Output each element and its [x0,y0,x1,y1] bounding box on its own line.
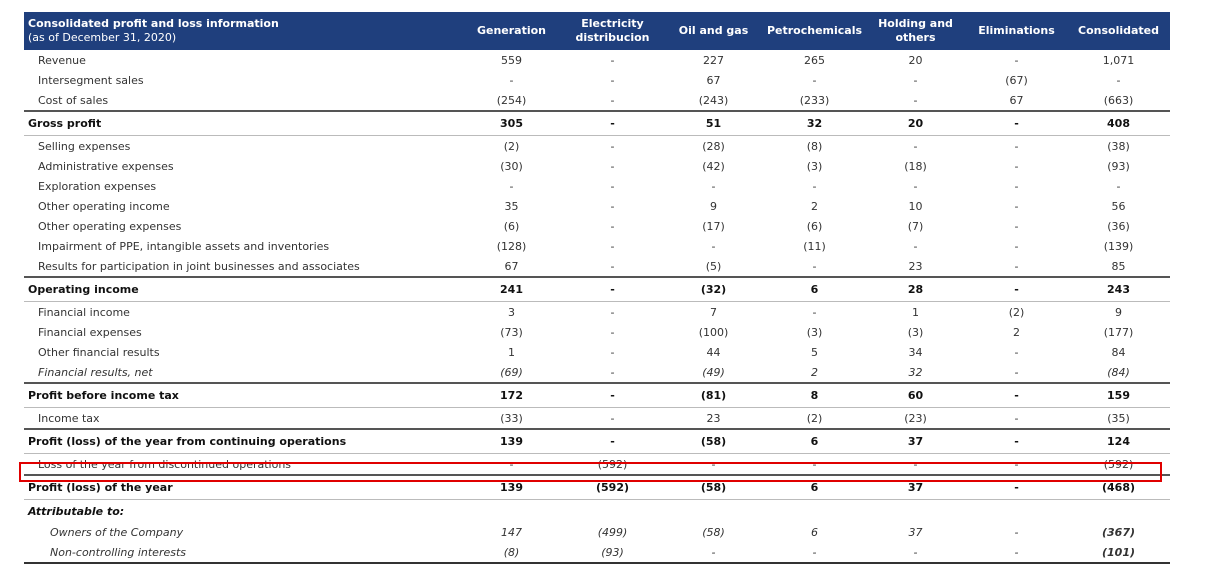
cell-value: - [610,159,615,173]
table-title-text: Consolidated profit and loss information [28,17,279,30]
cell-value: (100) [698,325,729,339]
cell-value: (42) [702,159,725,173]
cell-value: 85 [1111,259,1126,273]
cell-value: (49) [702,365,725,379]
cell-value: - [966,475,1067,500]
cell-value: (2) [806,411,823,425]
cell-value: (8) [461,542,562,563]
cell-value: 1 [912,305,919,319]
cell-value: - [1014,259,1019,273]
cell-value: - [610,93,615,107]
cell-value: - [812,457,817,471]
cell-value: - [711,239,716,253]
cell-value: (243) [698,93,729,107]
cell-value: (233) [799,93,830,107]
table-row [24,156,1170,176]
cell-value: 9 [710,199,717,213]
cell-value: 265 [804,53,825,67]
cell-value: (23) [904,411,927,425]
cell-value: (367) [1101,525,1136,539]
cell-value: - [812,179,817,193]
cell-value: 559 [501,53,522,67]
cell-value: - [562,111,663,136]
cell-value: 2 [1013,325,1020,339]
table-row [24,302,1170,323]
table-row [24,522,1170,542]
cell-value: - [913,179,918,193]
cell-value: - [562,277,663,302]
row-label: Other financial results [38,345,160,359]
cell-value: 124 [1067,429,1170,454]
cell-value: 51 [663,111,764,136]
cell-value: - [1014,411,1019,425]
cell-value [1067,500,1170,523]
cell-value: - [562,429,663,454]
cell-value: 147 [501,525,522,539]
row-label: Impairment of PPE, intangible assets and inventories [38,239,330,253]
cell-value: 5 [811,345,818,359]
cell-value: - [865,542,966,563]
cell-value: (254) [496,93,527,107]
row-label: Profit (loss) of the year from continuing operations [24,429,461,454]
cell-value: (3) [907,325,924,339]
cell-value: - [610,139,615,153]
cell-value: (69) [500,365,523,379]
header-row [24,12,1170,50]
row-label: Financial income [38,305,130,319]
cell-value: (3) [806,325,823,339]
cell-value [764,500,865,523]
cell-value: 67 [504,259,519,273]
cell-value: 1,071 [1102,53,1135,67]
cell-value: - [610,73,615,87]
cell-value: - [913,73,918,87]
table-row [24,362,1170,383]
cell-value: 10 [908,199,923,213]
row-label: Cost of sales [38,93,109,107]
consolidated-pl-table [24,12,1170,564]
table-row [24,70,1170,90]
cell-value: - [966,542,1067,563]
cell-value: - [663,542,764,563]
cell-value: 84 [1111,345,1126,359]
cell-value: - [610,365,615,379]
cell-value: - [610,239,615,253]
cell-value: 139 [461,475,562,500]
cell-value: (58) [663,475,764,500]
table-row [24,216,1170,236]
cell-value: 20 [865,111,966,136]
table-row [24,454,1170,476]
cell-value: - [1116,179,1121,193]
cell-value: (58) [702,525,725,539]
cell-value [663,500,764,523]
cell-value: (81) [663,383,764,408]
cell-value: 37 [865,475,966,500]
cell-value: (468) [1067,475,1170,500]
cell-value: 305 [461,111,562,136]
cell-value: (663) [1103,93,1134,107]
cell-value: (499) [597,525,628,539]
col-header-eliminations: Eliminations [966,12,1067,50]
cell-value: - [509,73,514,87]
cell-value: - [562,383,663,408]
row-label: Intersegment sales [38,73,144,87]
cell-value: 32 [764,111,865,136]
cell-value: (101) [1067,542,1170,563]
cell-value: 243 [1067,277,1170,302]
cell-value: 159 [1067,383,1170,408]
table-row [24,111,1170,136]
cell-value: 35 [504,199,519,213]
row-label: Other operating income [38,199,170,213]
row-label: Loss of the year from discontinued operations [38,457,292,471]
cell-value: (8) [806,139,823,153]
cell-value: 32 [908,365,923,379]
cell-value: - [966,383,1067,408]
cell-value: 6 [811,525,818,539]
row-label: Profit (loss) of the year [24,475,461,500]
cell-value: (592) [1103,457,1134,471]
cell-value: (73) [500,325,523,339]
cell-value: 6 [764,475,865,500]
cell-value: - [610,259,615,273]
cell-value: 8 [764,383,865,408]
cell-value: - [610,325,615,339]
table-row [24,500,1170,523]
table-row [24,50,1170,70]
table-row [24,236,1170,256]
pl-table-container [24,12,1170,564]
cell-value: (18) [904,159,927,173]
cell-value: - [1014,457,1019,471]
cell-value: 20 [908,53,923,67]
cell-value: - [913,239,918,253]
cell-value: 241 [461,277,562,302]
cell-value: (5) [705,259,722,273]
cell-value: - [812,305,817,319]
cell-value: (30) [500,159,523,173]
row-label: Income tax [38,411,100,425]
cell-value: (36) [1107,219,1130,233]
cell-value: (38) [1107,139,1130,153]
cell-value [865,500,966,523]
cell-value: (32) [663,277,764,302]
row-label: Results for participation in joint businesses and associates [38,259,360,273]
table-row [24,408,1170,430]
row-label: Selling expenses [38,139,131,153]
cell-value: (3) [806,159,823,173]
table-title [24,12,461,50]
cell-value: (2) [1008,305,1025,319]
cell-value: 23 [706,411,721,425]
cell-value: - [509,457,514,471]
cell-value [562,500,663,523]
cell-value: - [913,93,918,107]
col-header-generation: Generation [461,12,562,50]
table-row [24,542,1170,563]
cell-value: - [966,277,1067,302]
cell-value: - [1014,239,1019,253]
row-label: Profit before income tax [24,383,461,408]
cell-value: (177) [1103,325,1134,339]
cell-value: - [1014,179,1019,193]
row-label: Attributable to: [28,504,125,518]
cell-value: (11) [803,239,826,253]
cell-value: - [711,179,716,193]
cell-value: (33) [500,411,523,425]
cell-value: (2) [503,139,520,153]
cell-value: (58) [663,429,764,454]
cell-value: 1 [508,345,515,359]
cell-value: - [1014,159,1019,173]
cell-value: (592) [597,457,628,471]
table-row [24,429,1170,454]
cell-value: - [764,542,865,563]
col-header-petrochemicals: Petrochemicals [764,12,865,50]
cell-value: 139 [461,429,562,454]
cell-value: 44 [706,345,721,359]
cell-value: - [610,411,615,425]
cell-value: - [1014,345,1019,359]
cell-value: 172 [461,383,562,408]
cell-value: - [1014,365,1019,379]
cell-value: 408 [1067,111,1170,136]
cell-value: - [610,179,615,193]
table-row [24,256,1170,277]
cell-value: (6) [806,219,823,233]
cell-value: 2 [811,199,818,213]
row-label: Owners of the Company [50,525,184,539]
cell-value: - [1014,525,1019,539]
cell-value: (28) [702,139,725,153]
row-label: Operating income [24,277,461,302]
cell-value: - [1014,53,1019,67]
cell-value: 6 [764,429,865,454]
col-header-holding: Holding and others [865,12,966,50]
cell-value: - [1014,139,1019,153]
row-label: Exploration expenses [38,179,157,193]
row-label: Financial results, net [38,365,153,379]
cell-value: (67) [1005,73,1028,87]
cell-value: 7 [710,305,717,319]
cell-value: 60 [865,383,966,408]
table-row [24,383,1170,408]
table-row [24,176,1170,196]
table-row [24,475,1170,500]
cell-value: 6 [764,277,865,302]
cell-value: (139) [1103,239,1134,253]
cell-value: - [610,199,615,213]
row-label: Financial expenses [38,325,142,339]
cell-value: 28 [865,277,966,302]
cell-value: - [1116,73,1121,87]
cell-value: - [610,305,615,319]
cell-value: 56 [1111,199,1126,213]
col-header-consolidated: Consolidated [1067,12,1170,50]
cell-value [966,500,1067,523]
cell-value: 67 [706,73,721,87]
cell-value: 9 [1115,305,1122,319]
cell-value: 2 [811,365,818,379]
table-row [24,342,1170,362]
row-label: Revenue [38,53,86,67]
cell-value: (35) [1107,411,1130,425]
table-subtitle: (as of December 31, 2020) [28,31,177,44]
cell-value: 227 [703,53,724,67]
cell-value: - [966,111,1067,136]
table-row [24,277,1170,302]
cell-value: (17) [702,219,725,233]
row-label: Administrative expenses [38,159,174,173]
cell-value: (592) [562,475,663,500]
cell-value: 23 [908,259,923,273]
cell-value: - [711,457,716,471]
cell-value: 37 [908,525,923,539]
cell-value: (6) [503,219,520,233]
col-header-electricity: Electricity distribucion [562,12,663,50]
cell-value: (128) [496,239,527,253]
row-label: Non-controlling interests [24,542,461,563]
cell-value: - [509,179,514,193]
cell-value [461,500,562,523]
cell-value: - [966,429,1067,454]
cell-value: - [1014,219,1019,233]
row-label: Gross profit [24,111,461,136]
table-row [24,136,1170,157]
cell-value: 67 [1009,93,1024,107]
table-row [24,196,1170,216]
cell-value: - [610,345,615,359]
row-label: Other operating expenses [38,219,182,233]
table-row [24,90,1170,111]
table-row [24,322,1170,342]
cell-value: 34 [908,345,923,359]
cell-value: - [610,219,615,233]
cell-value: - [812,73,817,87]
cell-value: - [610,53,615,67]
cell-value: 3 [508,305,515,319]
cell-value: - [812,259,817,273]
col-header-oil-gas: Oil and gas [663,12,764,50]
cell-value: (84) [1107,365,1130,379]
cell-value: (7) [907,219,924,233]
cell-value: - [913,457,918,471]
cell-value: 37 [865,429,966,454]
cell-value: - [913,139,918,153]
cell-value: - [1014,199,1019,213]
cell-value: (93) [1107,159,1130,173]
cell-value: (93) [562,542,663,563]
